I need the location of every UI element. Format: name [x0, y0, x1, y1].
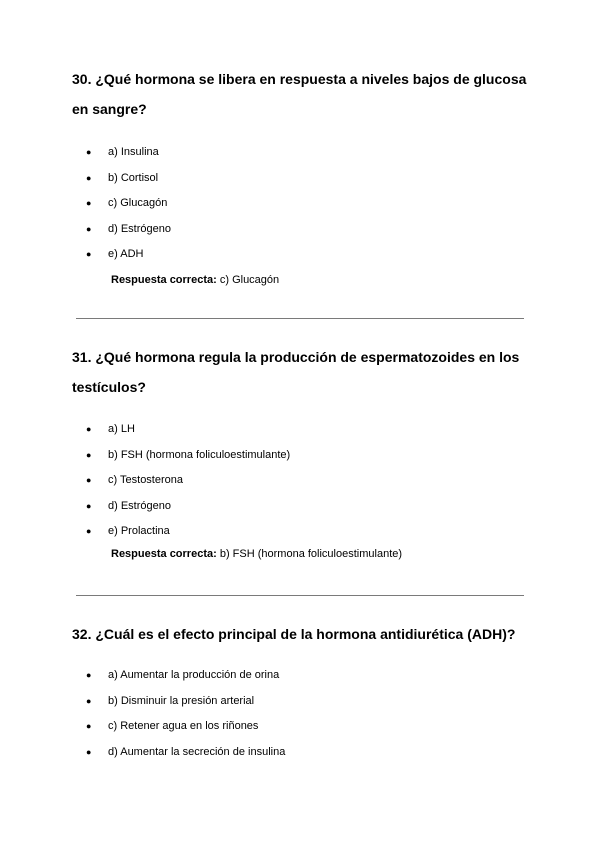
- list-item: ● b) Cortisol: [86, 171, 159, 184]
- bullet-icon: ●: [86, 147, 92, 157]
- bullet-icon: ●: [86, 500, 92, 511]
- list-item: ● a) Insulina: [86, 146, 159, 158]
- bullet-icon: ●: [86, 172, 92, 183]
- question-30-title: 30. ¿Qué hormona se libera en respuesta a niveles bajos de glucosa en sangre?: [72, 71, 527, 117]
- list-item: ● e) ADH: [86, 248, 144, 260]
- divider: [76, 318, 524, 319]
- list-item: ● c) Testosterona: [86, 474, 184, 486]
- bullet-icon: ●: [86, 746, 92, 757]
- list-item: ● b) FSH (hormona foliculoestimulante): [86, 448, 291, 461]
- bullet-icon: ●: [86, 249, 92, 259]
- answer-value: b) FSH (hormona foliculoestimulante): [219, 548, 403, 560]
- answer-label: Respuesta correcta:: [111, 274, 217, 286]
- question-31-options: [86, 422, 290, 550]
- bullet-icon: ●: [86, 424, 92, 434]
- answer-label: Respuesta correcta:: [111, 548, 217, 560]
- list-item: ● a) Aumentar la producción de orina: [86, 669, 280, 681]
- list-item: ● a) LH: [86, 423, 135, 435]
- bullet-icon: ●: [86, 475, 92, 485]
- answer-value: c) Glucagón: [219, 274, 280, 286]
- list-item: ● d) Estrógeno: [86, 222, 171, 235]
- question-31-answer: [111, 547, 402, 561]
- question-32-options: [86, 668, 285, 770]
- list-item: ● c) Retener agua en los riñones: [86, 720, 259, 732]
- bullet-icon: ●: [86, 695, 92, 706]
- question-30-answer: [111, 273, 279, 287]
- list-item: ● d) Estrógeno: [86, 499, 171, 512]
- bullet-icon: ●: [86, 198, 92, 208]
- list-item: ● d) Aumentar la secreción de insulina: [86, 745, 286, 758]
- list-item: ● e) Prolactina: [86, 525, 170, 537]
- bullet-icon: ●: [86, 721, 92, 731]
- bullet-icon: ●: [86, 449, 92, 460]
- question-31-title: 31. ¿Qué hormona regula la producción de espermatozoides en los testículos?: [72, 349, 520, 395]
- question-32-title: 32. ¿Cuál es el efecto principal de la hormona antidiurética (ADH)?: [72, 626, 516, 642]
- divider: [76, 595, 524, 596]
- bullet-icon: ●: [86, 223, 92, 234]
- list-item: ● b) Disminuir la presión arterial: [86, 694, 255, 707]
- bullet-icon: ●: [86, 526, 92, 536]
- bullet-icon: ●: [86, 670, 92, 680]
- question-30-options: [86, 145, 171, 273]
- list-item: ● c) Glucagón: [86, 197, 168, 209]
